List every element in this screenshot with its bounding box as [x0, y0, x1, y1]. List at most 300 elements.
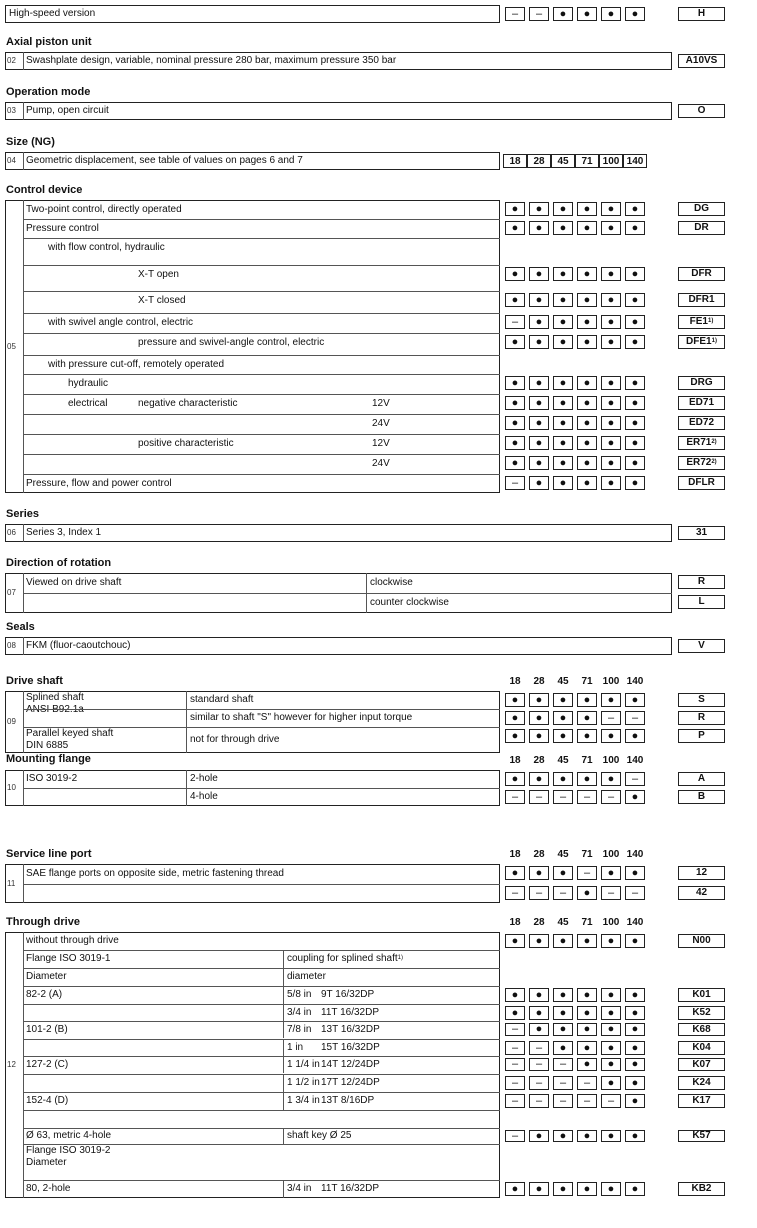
coupling-diameter: 1 1/4 in — [287, 1059, 320, 1070]
availability-cell: ● — [601, 1058, 621, 1071]
availability-cell: ● — [625, 202, 645, 216]
size-column-header: 28 — [533, 676, 545, 687]
availability-cell: ● — [577, 1006, 597, 1020]
option-divider — [186, 788, 187, 806]
row-label: ISO 3019-2 — [26, 773, 78, 784]
spline-spec: 15T 16/32DP — [321, 1042, 380, 1053]
availability-cell: – — [553, 886, 573, 900]
availability-cell: ● — [601, 729, 621, 743]
row-label: Splined shaft — [26, 692, 84, 703]
availability-cell: ● — [553, 456, 573, 470]
row-number: 02 — [7, 56, 16, 65]
row-label: Diameter — [26, 971, 67, 982]
spline-spec: 13T 8/16DP — [321, 1095, 375, 1106]
row-label: Pressure, flow and power control — [26, 478, 172, 489]
row-number-divider — [23, 524, 24, 542]
row-label: X-T open — [138, 269, 179, 280]
availability-cell: ● — [625, 293, 645, 307]
availability-cell: – — [577, 1076, 597, 1090]
availability-cell: ● — [553, 335, 573, 349]
section-title: Series — [6, 508, 40, 520]
row-label: High-speed version — [9, 8, 96, 19]
coupling-diameter: 1 1/2 in — [287, 1077, 320, 1088]
availability-cell: ● — [529, 293, 549, 307]
availability-cell: ● — [601, 1006, 621, 1020]
order-code: O — [678, 104, 725, 118]
order-code: K24 — [678, 1076, 725, 1090]
availability-cell: ● — [625, 1023, 645, 1036]
availability-cell: ● — [529, 772, 549, 786]
availability-cell: ● — [601, 416, 621, 430]
order-code: FE1 1) — [678, 315, 725, 329]
availability-cell: ● — [601, 1076, 621, 1090]
option-divider — [283, 986, 284, 1004]
availability-cell: ● — [505, 711, 525, 725]
availability-cell: ● — [505, 866, 525, 880]
spline-spec: 11T 16/32DP — [321, 1007, 380, 1018]
order-code: K17 — [678, 1094, 725, 1108]
availability-cell: ● — [529, 1182, 549, 1196]
size-column-header: 100 — [602, 849, 620, 860]
order-code: DFR — [678, 267, 725, 281]
row-label: SAE flange ports on opposite side, metric fastening thread — [26, 868, 284, 879]
order-code: ER71 2) — [678, 436, 725, 450]
order-code: V — [678, 639, 725, 653]
order-code: A — [678, 772, 725, 786]
availability-cell: ● — [601, 866, 621, 880]
size-value: 45 — [551, 154, 575, 168]
availability-cell: ● — [553, 293, 573, 307]
size-value: 140 — [623, 154, 647, 168]
order-code: DRG — [678, 376, 725, 390]
availability-cell: – — [601, 886, 621, 900]
availability-cell: ● — [625, 267, 645, 281]
availability-cell: ● — [529, 396, 549, 410]
availability-cell: ● — [601, 772, 621, 786]
availability-cell: ● — [625, 790, 645, 804]
row-divider — [23, 333, 500, 334]
availability-cell: ● — [601, 335, 621, 349]
availability-cell: ● — [553, 436, 573, 450]
order-code: H — [678, 7, 725, 21]
availability-cell: – — [601, 790, 621, 804]
order-code: DR — [678, 221, 725, 235]
availability-cell: ● — [577, 1182, 597, 1196]
size-column-header: 28 — [533, 917, 545, 928]
availability-cell: ● — [625, 1094, 645, 1108]
availability-cell: ● — [577, 1041, 597, 1055]
availability-cell: ● — [577, 988, 597, 1002]
availability-cell: ● — [625, 693, 645, 707]
row-label: 152-4 (D) — [26, 1095, 69, 1106]
availability-cell: ● — [553, 934, 573, 948]
availability-cell: ● — [625, 1182, 645, 1196]
row-label-secondary: DIN 6885 — [26, 740, 69, 751]
row-option-label: standard shaft — [190, 694, 254, 705]
availability-cell: – — [505, 1094, 525, 1108]
availability-cell: ● — [529, 476, 549, 490]
availability-cell: – — [577, 790, 597, 804]
option-divider — [186, 727, 187, 753]
availability-cell: ● — [625, 476, 645, 490]
row-option-label: counter clockwise — [370, 597, 449, 608]
row-label: Viewed on drive shaft — [26, 577, 122, 588]
row-divider — [23, 434, 500, 435]
row-number: 10 — [7, 783, 16, 792]
row-divider — [23, 788, 500, 789]
row-label: pressure and swivel-angle control, electric — [138, 337, 325, 348]
availability-cell: – — [625, 711, 645, 725]
availability-cell: – — [505, 1058, 525, 1071]
row-divider — [23, 884, 500, 885]
availability-cell: ● — [505, 221, 525, 235]
availability-cell: ● — [529, 934, 549, 948]
availability-cell: – — [529, 1094, 549, 1108]
availability-cell: ● — [505, 729, 525, 743]
row-label: Pressure control — [26, 223, 99, 234]
availability-cell: ● — [577, 376, 597, 390]
section-title: Seals — [6, 621, 35, 633]
availability-cell: ● — [577, 436, 597, 450]
availability-cell: ● — [553, 1130, 573, 1142]
size-column-header: 18 — [509, 676, 521, 687]
option-divider — [283, 1128, 284, 1144]
row-label: Swashplate design, variable, nominal pressure 280 bar, maximum pressure 350 bar — [26, 55, 397, 66]
coupling-diameter: 1 in — [287, 1042, 304, 1053]
row-label: Series 3, Index 1 — [26, 527, 102, 538]
availability-cell: ● — [505, 1006, 525, 1020]
spline-spec: 9T 16/32DP — [321, 989, 375, 1000]
order-code: S — [678, 693, 725, 707]
footnote-marker: 2) — [711, 459, 717, 465]
availability-cell: ● — [505, 1182, 525, 1196]
size-column-header: 28 — [533, 849, 545, 860]
order-code: 12 — [678, 866, 725, 880]
availability-cell: ● — [601, 221, 621, 235]
row-divider — [23, 968, 500, 969]
section-title: Operation mode — [6, 86, 91, 98]
order-code: R — [678, 575, 725, 589]
availability-cell: – — [529, 1076, 549, 1090]
availability-cell: ● — [577, 693, 597, 707]
availability-cell: ● — [625, 7, 645, 21]
availability-cell: ● — [601, 202, 621, 216]
row-label: Geometric displacement, see table of values on pages 6 and 7 — [26, 155, 303, 166]
coupling-diameter: 7/8 in — [287, 1024, 312, 1035]
availability-cell: ● — [625, 729, 645, 743]
row-divider — [23, 1074, 500, 1075]
order-code: K04 — [678, 1041, 725, 1055]
availability-cell: ● — [529, 221, 549, 235]
row-number-divider — [23, 52, 24, 70]
row-number: 12 — [7, 1060, 16, 1069]
row-divider — [23, 219, 500, 220]
size-column-header: 140 — [626, 849, 644, 860]
option-divider — [283, 968, 284, 986]
option-divider — [283, 1039, 284, 1057]
row-number-divider — [23, 691, 24, 753]
availability-cell: ● — [529, 335, 549, 349]
availability-cell: ● — [553, 866, 573, 880]
availability-cell: ● — [553, 221, 573, 235]
order-code: A10VS — [678, 54, 725, 68]
row-number-divider — [23, 200, 24, 493]
row-option-label: coupling for splined shaft$^{1)}$ — [287, 953, 403, 964]
row-divider — [23, 355, 500, 356]
voltage-label: 24V — [372, 458, 390, 469]
availability-cell: ● — [577, 456, 597, 470]
availability-cell: ● — [553, 1182, 573, 1196]
availability-cell: ● — [505, 376, 525, 390]
option-divider — [366, 593, 367, 613]
availability-cell: – — [505, 1023, 525, 1036]
availability-cell: ● — [505, 693, 525, 707]
spline-spec: 13T 16/32DP — [321, 1024, 380, 1035]
availability-cell: ● — [553, 729, 573, 743]
availability-cell: – — [577, 866, 597, 880]
section-frame — [5, 932, 500, 1198]
availability-cell: ● — [553, 376, 573, 390]
size-column-header: 45 — [557, 917, 569, 928]
availability-cell: ● — [625, 456, 645, 470]
availability-cell: ● — [601, 7, 621, 21]
coupling-diameter: 3/4 in — [287, 1007, 312, 1018]
availability-cell: ● — [577, 711, 597, 725]
row-label: 101-2 (B) — [26, 1024, 68, 1035]
order-code: L — [678, 595, 725, 609]
availability-cell: ● — [625, 1076, 645, 1090]
row-label: without through drive — [26, 935, 119, 946]
row-divider — [23, 313, 500, 314]
availability-cell: ● — [577, 267, 597, 281]
option-divider — [366, 573, 367, 593]
availability-cell: ● — [577, 729, 597, 743]
order-code: P — [678, 729, 725, 743]
row-divider — [23, 474, 500, 475]
availability-cell: ● — [577, 396, 597, 410]
size-column-header: 45 — [557, 676, 569, 687]
row-number-divider — [23, 637, 24, 655]
section-title: Direction of rotation — [6, 557, 112, 569]
row-number-divider — [23, 152, 24, 170]
row-divider — [23, 291, 500, 292]
row-number: 11 — [7, 878, 16, 888]
footnote-marker: 1) — [711, 338, 717, 344]
option-divider — [283, 950, 284, 968]
row-divider — [23, 1004, 500, 1005]
availability-cell: ● — [553, 1006, 573, 1020]
row-number: 03 — [7, 106, 16, 115]
size-column-header: 45 — [557, 849, 569, 860]
availability-cell: – — [505, 886, 525, 900]
row-label: electrical — [68, 398, 108, 409]
footnote-marker: 1) — [397, 955, 403, 961]
row-divider — [23, 394, 500, 395]
row-divider — [23, 1039, 500, 1040]
order-code: R — [678, 711, 725, 725]
option-divider — [283, 1004, 284, 1022]
order-code: DFR1 — [678, 293, 725, 307]
availability-cell: ● — [625, 416, 645, 430]
availability-cell: ● — [553, 396, 573, 410]
row-divider — [23, 374, 500, 375]
availability-cell: ● — [625, 315, 645, 329]
availability-cell: ● — [601, 315, 621, 329]
availability-cell: ● — [529, 988, 549, 1002]
availability-cell: ● — [601, 1023, 621, 1036]
availability-cell: ● — [529, 315, 549, 329]
row-divider — [23, 950, 500, 951]
availability-cell: ● — [625, 1130, 645, 1142]
availability-cell: ● — [529, 1130, 549, 1142]
coupling-diameter: 3/4 in — [287, 1183, 312, 1194]
coupling-diameter: 1 3/4 in — [287, 1095, 320, 1106]
availability-cell: ● — [529, 729, 549, 743]
row-divider — [23, 265, 500, 266]
spline-spec: 14T 12/24DP — [321, 1059, 380, 1070]
availability-cell: – — [529, 1041, 549, 1055]
row-label: Two-point control, directly operated — [26, 204, 182, 215]
availability-cell: ● — [529, 202, 549, 216]
availability-cell: ● — [505, 293, 525, 307]
availability-cell: ● — [577, 476, 597, 490]
availability-cell: ● — [577, 1130, 597, 1142]
order-code: ED71 — [678, 396, 725, 410]
order-code: K68 — [678, 1023, 725, 1036]
row-number: 06 — [7, 528, 16, 537]
availability-cell: ● — [505, 456, 525, 470]
option-divider — [186, 709, 187, 727]
availability-cell: – — [601, 711, 621, 725]
section-title: Control device — [6, 184, 83, 196]
size-column-header: 71 — [581, 849, 593, 860]
availability-cell: ● — [577, 335, 597, 349]
availability-cell: ● — [625, 866, 645, 880]
availability-cell: ● — [529, 711, 549, 725]
order-code: DFE1 1) — [678, 335, 725, 349]
order-code: K52 — [678, 1006, 725, 1020]
availability-cell: ● — [553, 202, 573, 216]
size-column-header: 100 — [602, 917, 620, 928]
option-divider — [283, 1180, 284, 1198]
row-label: with swivel angle control, electric — [48, 317, 194, 328]
availability-cell: ● — [601, 476, 621, 490]
row-number: 05 — [7, 341, 16, 351]
availability-cell: ● — [625, 1006, 645, 1020]
availability-cell: ● — [529, 866, 549, 880]
size-column-header: 28 — [533, 755, 545, 766]
order-code: K07 — [678, 1058, 725, 1071]
availability-cell: – — [505, 476, 525, 490]
spline-spec: 11T 16/32DP — [321, 1183, 380, 1194]
order-code: ER72 2) — [678, 456, 725, 470]
section-title: Mounting flange — [6, 753, 91, 765]
availability-cell: – — [505, 1130, 525, 1142]
availability-cell: ● — [601, 693, 621, 707]
availability-cell: – — [577, 1094, 597, 1108]
availability-cell: – — [553, 1058, 573, 1071]
row-divider — [23, 238, 500, 239]
availability-cell: ● — [553, 315, 573, 329]
availability-cell: ● — [553, 693, 573, 707]
size-value: 71 — [575, 154, 599, 168]
size-column-header: 100 — [602, 676, 620, 687]
availability-cell: ● — [505, 335, 525, 349]
availability-cell: ● — [553, 988, 573, 1002]
size-column-header: 140 — [626, 676, 644, 687]
section-title: Service line port — [6, 848, 92, 860]
availability-cell: ● — [529, 416, 549, 430]
availability-cell: ● — [577, 221, 597, 235]
row-option-label: clockwise — [370, 577, 413, 588]
availability-cell: ● — [505, 934, 525, 948]
availability-cell: ● — [529, 693, 549, 707]
availability-cell: ● — [505, 396, 525, 410]
availability-cell: ● — [553, 267, 573, 281]
availability-cell: ● — [601, 436, 621, 450]
availability-cell: ● — [601, 376, 621, 390]
order-code: 31 — [678, 526, 725, 540]
availability-cell: – — [625, 886, 645, 900]
availability-cell: ● — [529, 436, 549, 450]
order-code: K01 — [678, 988, 725, 1002]
availability-cell: ● — [553, 772, 573, 786]
availability-cell: – — [505, 315, 525, 329]
availability-cell: ● — [577, 934, 597, 948]
availability-cell: ● — [625, 396, 645, 410]
row-divider — [23, 1056, 500, 1057]
availability-cell: ● — [577, 7, 597, 21]
row-option-label: negative characteristic — [138, 398, 238, 409]
availability-cell: ● — [529, 1023, 549, 1036]
row-label: hydraulic — [68, 378, 109, 389]
size-value: 18 — [503, 154, 527, 168]
row-label: Flange ISO 3019-1 — [26, 953, 111, 964]
availability-cell: ● — [505, 772, 525, 786]
row-divider — [23, 986, 500, 987]
availability-cell: ● — [505, 436, 525, 450]
availability-cell: ● — [601, 1182, 621, 1196]
availability-cell: ● — [505, 267, 525, 281]
size-column-header: 18 — [509, 849, 521, 860]
size-value: 28 — [527, 154, 551, 168]
row-label: FKM (fluor-caoutchouc) — [26, 640, 131, 651]
row-divider — [23, 1180, 500, 1181]
row-label: Parallel keyed shaft — [26, 728, 114, 739]
row-divider — [23, 1128, 500, 1129]
row-number: 04 — [7, 156, 16, 165]
row-number: 07 — [7, 588, 16, 597]
availability-cell: ● — [625, 221, 645, 235]
coupling-diameter: 5/8 in — [287, 989, 312, 1000]
row-option-label: 2-hole — [190, 773, 218, 784]
row-label: 82-2 (A) — [26, 989, 63, 1000]
size-column-header: 18 — [509, 917, 521, 928]
availability-cell: ● — [625, 335, 645, 349]
footnote-marker: 2) — [711, 439, 717, 445]
availability-cell: ● — [577, 315, 597, 329]
availability-cell: ● — [601, 396, 621, 410]
footnote-marker: 1) — [708, 318, 714, 324]
section-title: Through drive — [6, 916, 80, 928]
size-column-header: 18 — [509, 755, 521, 766]
availability-cell: ● — [553, 1023, 573, 1036]
option-divider — [186, 691, 187, 709]
availability-cell: ● — [625, 988, 645, 1002]
row-number: 09 — [7, 717, 16, 726]
availability-cell: ● — [505, 202, 525, 216]
row-number: 08 — [7, 641, 16, 650]
